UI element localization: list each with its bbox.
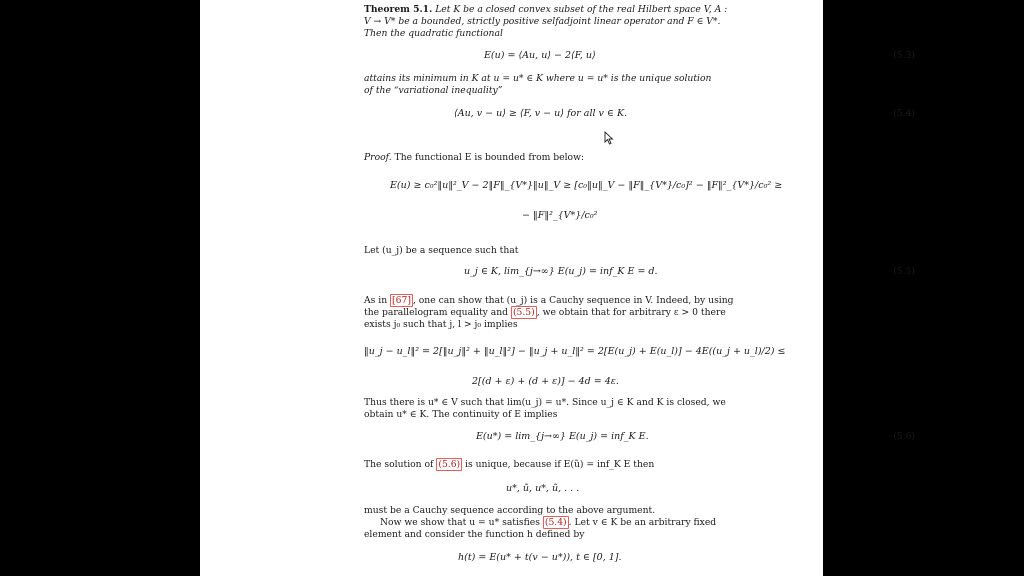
cauchy-line2b: , we obtain that for arbitrary ε > 0 there	[536, 307, 726, 318]
citation-link-67[interactable]: [67]	[392, 295, 411, 306]
equation-5-5	[364, 266, 915, 280]
cauchy-prefix: As in	[364, 295, 391, 306]
sequence-equation	[364, 483, 915, 497]
equation-body: u_j ∈ K, lim_{j→∞} E(u_j) = inf_K E = d.	[464, 266, 658, 277]
now-prefix: Now we show that u = u* satisfies	[380, 517, 543, 528]
equation-number: (5.5)	[893, 266, 915, 277]
equation-5-3	[364, 50, 915, 64]
equation-body: ⟨Au, v − u⟩ ≥ ⟨F, v − u⟩ for all v ∈ K.	[454, 108, 628, 119]
attains-line1: attains its minimum in K at u = u* ∈ K where u = u* is the unique solution	[364, 73, 712, 84]
equation-link-5-4[interactable]: (5.4)	[544, 517, 567, 528]
attains-line2: of the “variational inequality”	[364, 85, 503, 96]
bound-line2: − ‖F‖²_{V*}/c₀²	[522, 210, 598, 221]
equation-5-6	[364, 431, 915, 445]
mouse-cursor-icon	[604, 131, 614, 145]
equation-number: (5.6)	[893, 431, 915, 442]
theorem-line3: Then the quadratic functional	[364, 28, 503, 39]
unique-suffix: is unique, because if E(ũ) = inf_K E then	[462, 459, 655, 470]
theorem-line1: Let K be a closed convex subset of the real Hilbert space V, A :	[435, 4, 728, 15]
equation-link-5-6[interactable]: (5.6)	[438, 459, 461, 470]
must-text: must be a Cauchy sequence according to the above argument.	[364, 505, 656, 516]
equation-number: (5.3)	[893, 50, 915, 61]
parallelogram-line2: 2[(d + ε) + (d + ε)] − 4d = 4ε.	[472, 376, 619, 387]
equation-body: u*, ũ, u*, ũ, . . .	[506, 483, 580, 494]
cauchy-line2a: the parallelogram equality and	[364, 307, 511, 318]
cauchy-line3: exists j₀ such that j, l > j₀ implies	[364, 319, 518, 330]
bound-line1: E(u) ≥ c₀²‖u‖²_V − 2‖F‖_{V*}‖u‖_V ≥ [c₀‖u‖_V − ‖F‖_{V*}/c₀]² − ‖F‖²_{V*}/c₀² ≥	[390, 180, 783, 191]
now-suffix: . Let v ∈ K be an arbitrary fixed	[568, 517, 717, 528]
equation-link-5-5[interactable]: (5.5)	[512, 307, 535, 318]
equation-body: E(u*) = lim_{j→∞} E(u_j) = inf_K E.	[476, 431, 649, 442]
let-text: Let (u_j) be a sequence such that	[364, 245, 519, 256]
proof-label: Proof.	[364, 152, 392, 163]
cauchy-suffix: , one can show that (u_j) is a Cauchy sequence in V. Indeed, by using	[412, 295, 734, 306]
thus-line1: Thus there is u* ∈ V such that lim(u_j) = u*. Since u_j ∈ K and K is closed, we	[364, 397, 726, 408]
parallelogram-equation	[364, 346, 915, 391]
equation-5-4	[364, 108, 915, 122]
equation-body: E(u) = ⟨Au, u⟩ − 2⟨F, u⟩	[484, 50, 596, 61]
h-equation	[364, 552, 915, 566]
equation-body: h(t) = E(u* + t(v − u*)), t ∈ [0, 1].	[458, 552, 622, 563]
now-line2: element and consider the function h defined by	[364, 529, 585, 540]
proof-text: The functional E is bounded from below:	[391, 152, 585, 163]
bound-equation	[364, 180, 915, 240]
thus-line2: obtain u* ∈ K. The continuity of E implies	[364, 409, 558, 420]
parallelogram-line1: ‖u_j − u_l‖² = 2[‖u_j‖² + ‖u_l‖²] − ‖u_j + u_l‖² = 2[E(u_j) + E(u_l)] − 4E((u_j + u_l)/2) ≤	[364, 346, 786, 357]
theorem-heading: Theorem 5.1.	[364, 4, 433, 15]
equation-number: (5.4)	[893, 108, 915, 119]
document-page	[200, 0, 915, 576]
theorem-line2: V → V* be a bounded, strictly positive selfadjoint linear operator and F ∈ V*.	[364, 16, 721, 27]
unique-prefix: The solution of	[364, 459, 437, 470]
